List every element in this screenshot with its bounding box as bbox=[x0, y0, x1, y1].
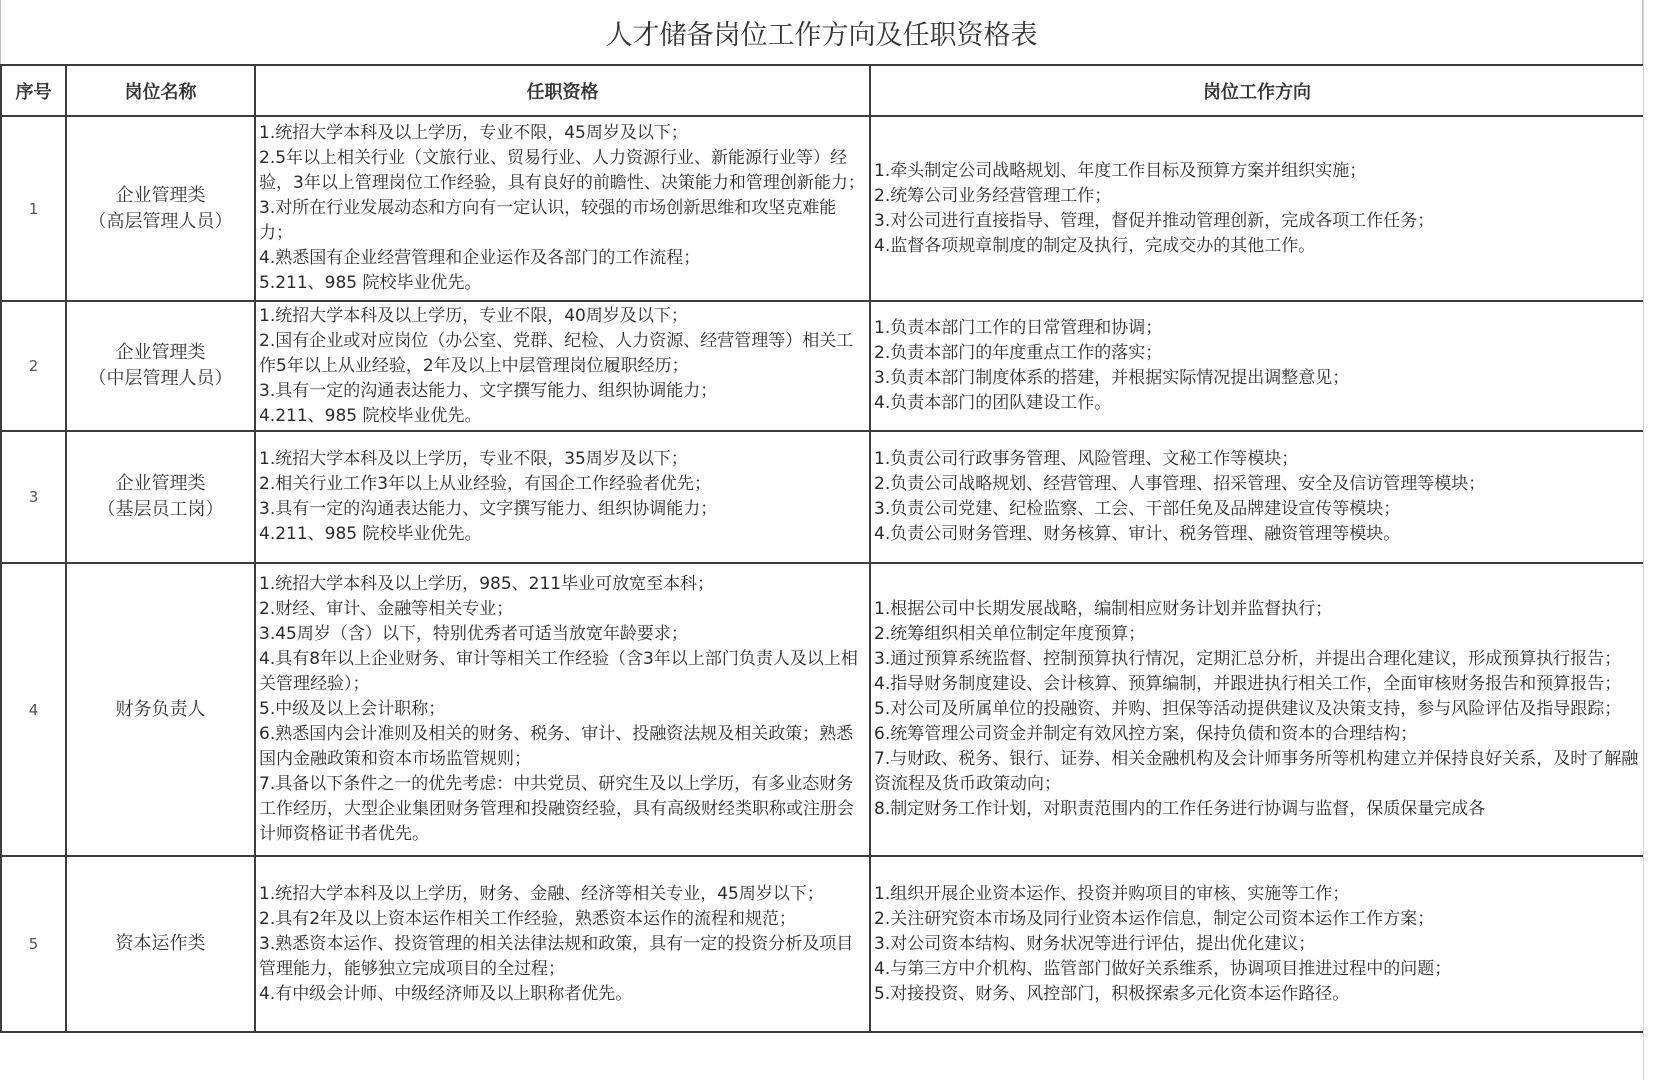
requirement-line: 3.对所在行业发展动态和方向有一定认识，较强的市场创新思维和攻坚克难能力； bbox=[259, 198, 837, 243]
row-index-cell: 4 bbox=[1, 563, 66, 856]
header-requirements: 任职资格 bbox=[255, 65, 870, 116]
work-direction-line: 3.负责公司党建、纪检监察、工会、干部任免及品牌建设宣传等模块； bbox=[874, 499, 1401, 519]
requirement-line: 1.统招大学本科及以上学历，财务、金融、经济等相关专业，45周岁以下； bbox=[259, 883, 824, 904]
sheet-right-margin bbox=[1643, 0, 1666, 1080]
work-direction-line: 3.对公司资本结构、财务状况等进行评估，提出优化建议； bbox=[874, 933, 1316, 954]
position-name-cell bbox=[66, 116, 255, 301]
requirement-line: 3.45周岁（含）以下，特别优秀者可适当放宽年龄要求； bbox=[259, 624, 688, 644]
row-index-cell: 5 bbox=[1, 856, 66, 1032]
work-direction-cell bbox=[870, 301, 1644, 431]
table-title bbox=[0, 0, 1643, 64]
row-index-cell: 1 bbox=[1, 116, 66, 301]
position-name-line: （高层管理人员） bbox=[88, 210, 233, 232]
work-direction-line: 4.负责公司财务管理、财务核算、审计、税务管理、融资管理等模块。 bbox=[874, 524, 1401, 544]
requirement-line: 2.5年以上相关行业（文旅行业、贸易行业、人力资源行业、新能源行业等）经验，3年以上管理岗位工作经验，具有良好的前瞻性、决策能力和管理创新能力； bbox=[259, 148, 865, 193]
requirements-cell bbox=[255, 856, 870, 1032]
table-title-text: 人才储备岗位工作方向及任职资格表 bbox=[605, 19, 1038, 51]
work-direction-list bbox=[874, 447, 1640, 547]
header-direction: 岗位工作方向 bbox=[870, 65, 1644, 116]
requirement-line: 4.211、985 院校毕业优先。 bbox=[259, 405, 482, 426]
position-name-line: （基层员工岗） bbox=[97, 499, 224, 520]
work-direction-line: 2.负责公司战略规划、经营管理、人事管理、招采管理、安全及信访管理等模块； bbox=[874, 474, 1486, 494]
position-name-cell bbox=[66, 563, 255, 856]
work-direction-line: 5.对接投资、财务、风控部门，积极探索多元化资本运作路径。 bbox=[874, 983, 1350, 1004]
work-direction-line: 4.指导财务制度建设、会计核算、预算编制，并跟进执行相关工作，全面审核财务报告和预算报告； bbox=[874, 674, 1622, 694]
requirements-cell bbox=[255, 301, 870, 431]
requirement-line: 2.国有企业或对应岗位（办公室、党群、纪检、人力资源、经营管理等）相关工作5年以上从业经验，2年及以上中层管理岗位履职经历； bbox=[259, 330, 854, 376]
requirement-line: 3.具有一定的沟通表达能力、文字撰写能力、组织协调能力； bbox=[259, 499, 718, 519]
work-direction-line: 3.负责本部门制度体系的搭建，并根据实际情况提出调整意见； bbox=[874, 368, 1350, 388]
work-direction-list bbox=[874, 597, 1640, 822]
position-name-line: 企业管理类 bbox=[115, 184, 206, 206]
requirement-line: 4.具有8年以上企业财务、审计等相关工作经验（含3年以上部门负责人及以上相关管理经验）； bbox=[259, 649, 858, 694]
table-row bbox=[1, 431, 1644, 563]
requirements-cell bbox=[255, 563, 870, 856]
requirements-list bbox=[259, 447, 866, 547]
requirement-line: 1.统招大学本科及以上学历，专业不限，40周岁及以下； bbox=[259, 305, 688, 326]
work-direction-cell bbox=[870, 856, 1644, 1032]
requirement-line: 6.熟悉国内会计准则及相关的财务、税务、审计、投融资法规及相关政策；熟悉国内金融政策和资本市场监管规则； bbox=[259, 724, 854, 769]
position-name-cell bbox=[66, 856, 255, 1032]
requirement-line: 4.熟悉国有企业经营管理和企业运作及各部门的工作流程； bbox=[259, 248, 701, 268]
requirement-line: 4.有中级会计师、中级经济师及以上职称者优先。 bbox=[259, 983, 633, 1004]
work-direction-line: 1.负责公司行政事务管理、风险管理、文秘工作等模块； bbox=[874, 449, 1299, 469]
requirements-cell bbox=[255, 116, 870, 301]
table-row bbox=[1, 301, 1644, 431]
work-direction-line: 2.负责本部门的年度重点工作的落实； bbox=[874, 343, 1163, 363]
work-direction-line: 3.通过预算系统监督、控制预算执行情况，定期汇总分析，并提出合理化建议，形成预算执行报告； bbox=[874, 649, 1622, 669]
work-direction-list bbox=[874, 882, 1640, 1007]
work-direction-line: 1.牵头制定公司战略规划、年度工作目标及预算方案并组织实施； bbox=[874, 160, 1367, 181]
requirements-list bbox=[259, 882, 866, 1007]
position-name-cell bbox=[66, 301, 255, 431]
work-direction-line: 1.根据公司中长期发展战略，编制相应财务计划并监督执行； bbox=[874, 599, 1333, 619]
work-direction-line: 7.与财政、税务、银行、证券、相关金融机构及会计师事务所等机构建立并保持良好关系，及时了解融资流程及货币政策动向； bbox=[874, 749, 1639, 794]
requirements-list bbox=[259, 121, 866, 296]
work-direction-line: 4.与第三方中介机构、监管部门做好关系维系，协调项目推进过程中的问题； bbox=[874, 958, 1452, 979]
table-row bbox=[1, 856, 1644, 1032]
work-direction-list bbox=[874, 159, 1640, 259]
work-direction-cell bbox=[870, 431, 1644, 563]
position-name-line: 企业管理类 bbox=[115, 473, 206, 494]
requirement-line: 2.财经、审计、金融等相关专业； bbox=[259, 599, 514, 619]
requirement-line: 5.中级及以上会计职称； bbox=[259, 699, 446, 719]
header-index: 序号 bbox=[1, 65, 66, 116]
requirements-list bbox=[259, 304, 866, 429]
position-name-cell bbox=[66, 431, 255, 563]
header-position: 岗位名称 bbox=[66, 65, 255, 116]
work-direction-list bbox=[874, 316, 1640, 416]
position-name-line: 资本运作类 bbox=[115, 933, 206, 954]
work-direction-cell bbox=[870, 563, 1644, 856]
table-row bbox=[1, 563, 1644, 856]
requirements-cell bbox=[255, 431, 870, 563]
table-row bbox=[1, 116, 1644, 301]
work-direction-line: 6.统筹管理公司资金并制定有效风控方案，保持负债和资本的合理结构； bbox=[874, 724, 1418, 744]
requirement-line: 2.相关行业工作3年以上从业经验，有国企工作经验者优先； bbox=[259, 474, 712, 494]
requirement-line: 3.熟悉资本运作、投资管理的相关法律法规和政策，具有一定的投资分析及项目管理能力，能够独立完成项目的全过程； bbox=[259, 933, 854, 979]
requirement-line: 5.211、985 院校毕业优先。 bbox=[259, 273, 482, 293]
row-index-cell: 2 bbox=[1, 301, 66, 431]
work-direction-line: 2.统筹组织相关单位制定年度预算； bbox=[874, 624, 1146, 644]
header-row bbox=[1, 65, 1644, 116]
work-direction-line: 5.对公司及所属单位的投融资、并购、担保等活动提供建议及决策支持，参与风险评估及指导跟踪； bbox=[874, 699, 1622, 719]
work-direction-line: 1.组织开展企业资本运作、投资并购项目的审核、实施等工作； bbox=[874, 883, 1350, 904]
work-direction-line: 2.关注研究资本市场及同行业资本运作信息，制定公司资本运作工作方案； bbox=[874, 908, 1435, 929]
position-name-line: （中层管理人员） bbox=[88, 368, 233, 389]
work-direction-line: 2.统筹公司业务经营管理工作； bbox=[874, 185, 1112, 206]
requirement-line: 1.统招大学本科及以上学历，985、211毕业可放宽至本科； bbox=[259, 574, 715, 594]
position-name-line: 财务负责人 bbox=[115, 698, 206, 720]
position-name-line: 企业管理类 bbox=[115, 342, 206, 363]
work-direction-line: 1.负责本部门工作的日常管理和协调； bbox=[874, 318, 1163, 338]
requirement-line: 2.具有2年及以上资本运作相关工作经验，熟悉资本运作的流程和规范； bbox=[259, 908, 797, 929]
requirement-line: 3.具有一定的沟通表达能力、文字撰写能力、组织协调能力； bbox=[259, 380, 718, 401]
work-direction-cell bbox=[870, 116, 1644, 301]
work-direction-line: 4.负责本部门的团队建设工作。 bbox=[874, 393, 1112, 413]
requirements-list bbox=[259, 572, 866, 847]
requirement-line: 7.具备以下条件之一的优先考虑：中共党员、研究生及以上学历，有多业态财务工作经历，大型企业集团财务管理和投融资经验，具有高级财经类职称或注册会计师资格证书者优先。 bbox=[259, 774, 854, 844]
requirement-line: 1.统招大学本科及以上学历，专业不限，45周岁及以下； bbox=[259, 123, 688, 143]
talent-reserve-table bbox=[0, 64, 1645, 1033]
work-direction-line: 8.制定财务工作计划，对职责范围内的工作任务进行协调与监督，保质保量完成各 bbox=[874, 799, 1486, 819]
work-direction-line: 3.对公司进行直接指导、管理，督促并推动管理创新，完成各项工作任务； bbox=[874, 210, 1435, 231]
row-index-cell: 3 bbox=[1, 431, 66, 563]
requirement-line: 4.211、985 院校毕业优先。 bbox=[259, 524, 482, 544]
requirement-line: 1.统招大学本科及以上学历，专业不限，35周岁及以下； bbox=[259, 449, 688, 469]
work-direction-line: 4.监督各项规章制度的制定及执行，完成交办的其他工作。 bbox=[874, 235, 1316, 256]
